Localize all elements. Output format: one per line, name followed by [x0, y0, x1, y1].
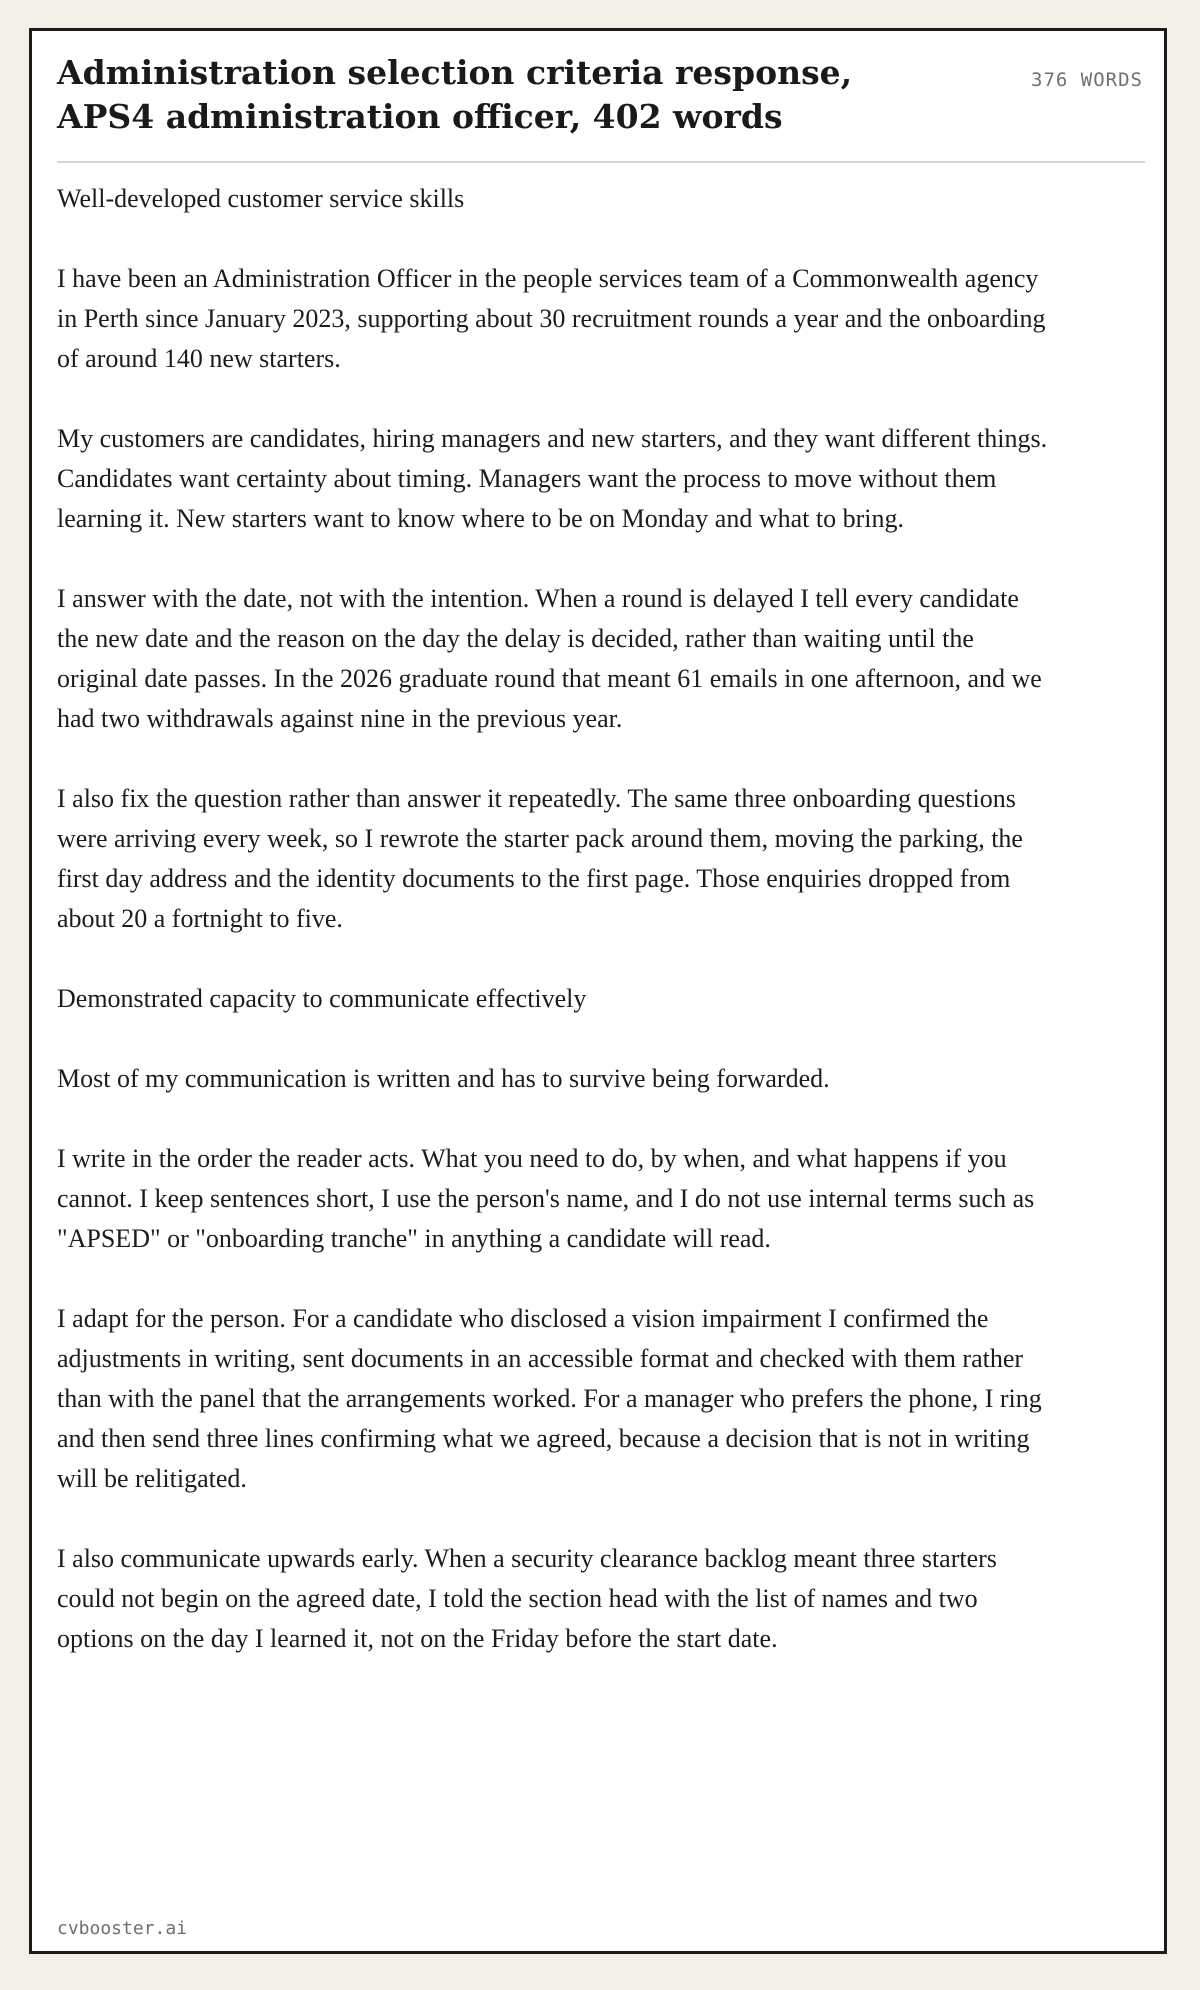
document-title: Administration selection criteria response, APS4 administration officer, 402 words	[57, 53, 853, 136]
body-paragraph: I also communicate upwards early. When a security clearance backlog meant three starters could not begin on the agreed date, I told the section head with the list of names and two options on the day I learned it, not on the Friday before the start date.	[57, 1544, 997, 1653]
body-paragraph: I answer with the date, not with the intention. When a round is delayed I tell every candidate the new date and the reason on the day the delay is decided, rather than waiting until the original date passes. In the 2026 graduate round that meant 61 emails in one afternoon, and we had two withdrawals against nine in the previous year.	[57, 584, 1042, 733]
word-count-badge: 376 WORDS	[1031, 69, 1143, 91]
body-paragraph: I adapt for the person. For a candidate who disclosed a vision impairment I confirmed the adjustments in writing, sent documents in an accessible format and checked with them rather than with the panel that the arrangements worked. For a manager who prefers the phone, I ring and then send three lines confirming what we agreed, because a decision that is not in writing will be relitigated.	[57, 1304, 1042, 1493]
body-paragraph: I write in the order the reader acts. What you need to do, by when, and what happens if you cannot. I keep sentences short, I use the person's name, and I do not use internal terms such as "APSED" or "onboarding tranche" in anything a candidate will read.	[57, 1144, 1035, 1253]
document-card	[29, 28, 1167, 1954]
criterion-heading: Well-developed customer service skills	[57, 184, 465, 213]
footer-brand: cvbooster.ai	[57, 1918, 188, 1939]
document-body	[57, 179, 1057, 1699]
body-paragraph: My customers are candidates, hiring managers and new starters, and they want different things. Candidates want certainty about timing. Managers want the process to move without them learning it. New starters want to know where to be on Monday and what to bring.	[57, 424, 1048, 533]
header-divider	[57, 161, 1145, 163]
criterion-heading: Demonstrated capacity to communicate effectively	[57, 984, 587, 1013]
document-header	[57, 51, 1143, 139]
body-paragraph: I also fix the question rather than answer it repeatedly. The same three onboarding questions were arriving every week, so I rewrote the starter pack around them, moving the parking, the first day address and the identity documents to the first page. Those enquiries dropped from about 20 a fortnight to five.	[57, 784, 1023, 933]
body-paragraph: I have been an Administration Officer in the people services team of a Commonwealth agency in Perth since January 2023, supporting about 30 recruitment rounds a year and the onboarding of around 140 new starters.	[57, 264, 1046, 373]
body-paragraph: Most of my communication is written and has to survive being forwarded.	[57, 1064, 830, 1093]
